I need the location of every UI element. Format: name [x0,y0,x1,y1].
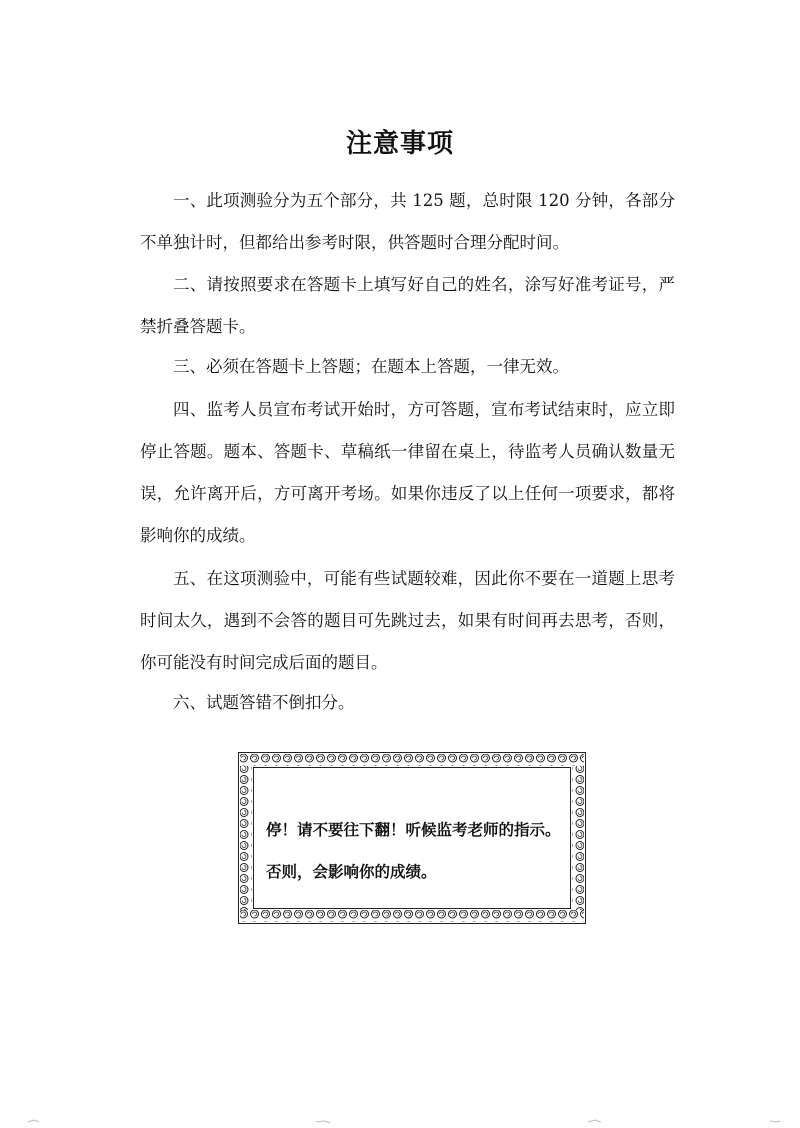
scan-edge-marks [0,1110,800,1128]
notice-item-5: 五、在这项测验中，可能有些试题较难，因此你不要在一道题上思考时间太久，遇到不会答的题目可先跳过去，如果有时间再去思考，否则，你可能没有时间完成后面的题目。 [140,569,675,672]
stop-notice-line-1: 停！请不要往下翻！听候监考老师的指示。 [266,820,561,839]
notice-item-6: 六、试题答错不倒扣分。 [173,693,355,712]
stop-notice-box [238,752,586,924]
stop-notice-line-2: 否则，会影响你的成绩。 [266,862,437,881]
page-title: 注意事项 [345,129,454,159]
notice-item-2: 二、请按照要求在答题卡上填写好自己的姓名，涂写好准考证号，严禁折叠答题卡。 [140,275,675,336]
notice-item-3: 三、必须在答题卡上答题；在题本上答题，一律无效。 [173,357,569,376]
notice-item-1: 一、此项测验分为五个部分，共 125 题，总时限 120 分钟，各部分不单独计时，但都给出参考时限，供答题时合理分配时间。 [140,191,675,252]
notice-item-4: 四、监考人员宣布考试开始时，方可答题，宣布考试结束时，应立即停止答题。题本、答题卡、草稿纸一律留在桌上，待监考人员确认数量无误，允许离开后，方可离开考场。如果你违反了以上任何一项要求，都将影响你的成绩。 [140,400,675,545]
